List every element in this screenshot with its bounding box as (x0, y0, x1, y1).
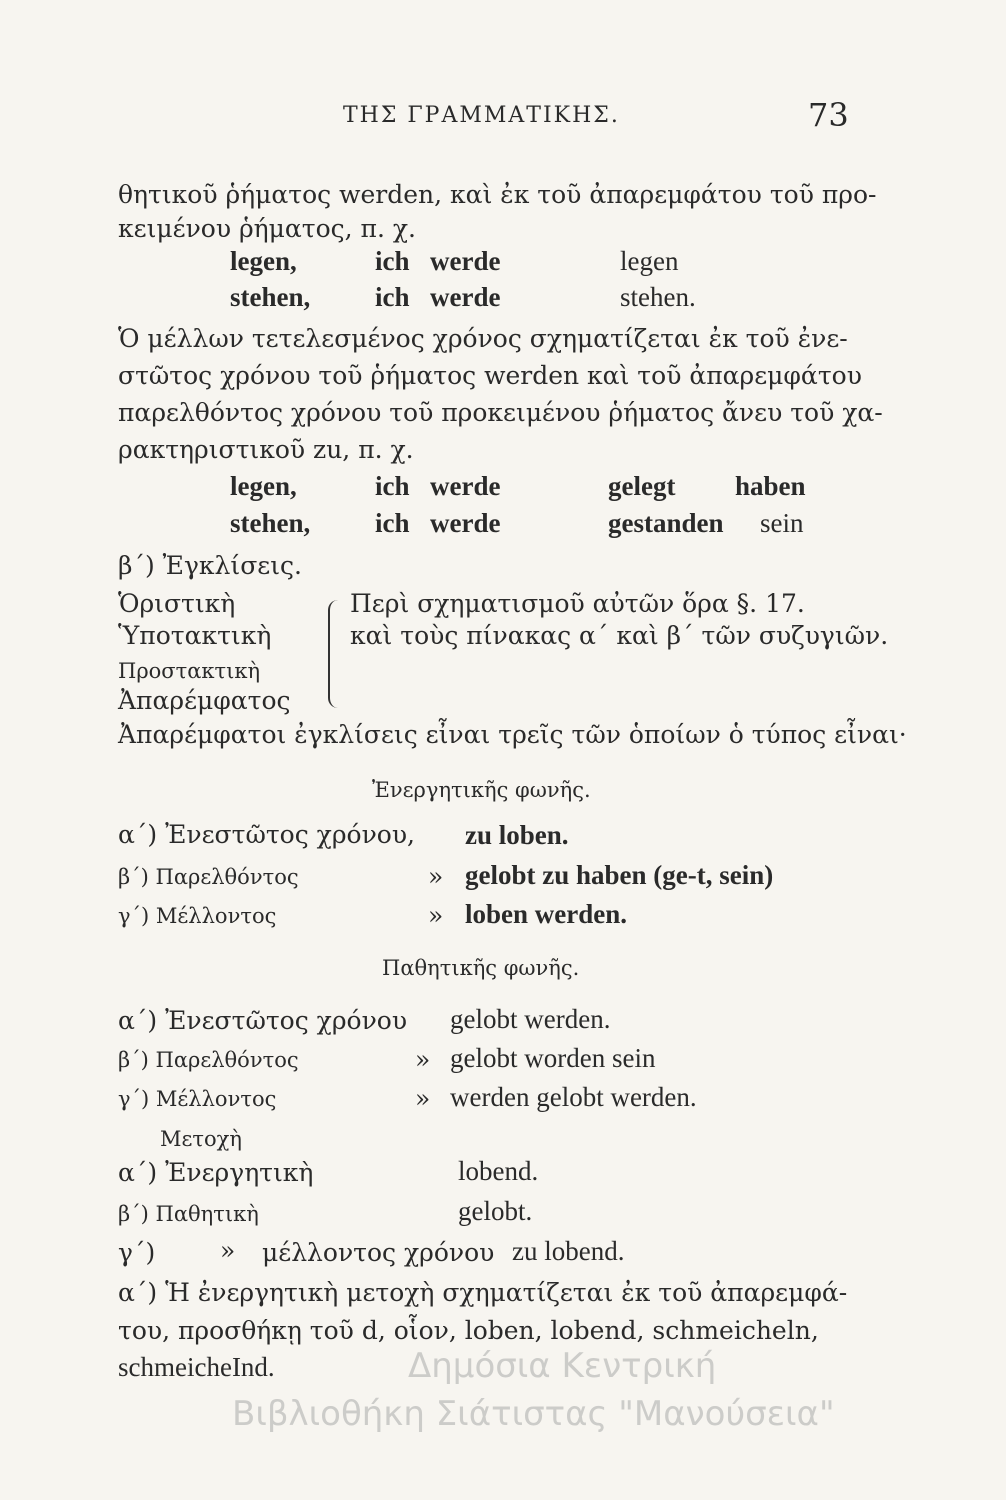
intro-line-2: κειμένου ῥήματος, π. χ. (118, 214, 416, 243)
intro-line-1: θητικοῦ ῥήματος werden, καὶ ἐκ τοῦ ἀπαρεμφάτου τοῦ προ- (118, 180, 877, 209)
participle-row-label: β΄) Παθητικὴ (118, 1202, 259, 1226)
mood-item: Ὑποτακτικὴ (118, 621, 272, 650)
infinitives-intro: Ἀπαρέμφατοι ἐγκλίσεις εἶναι τρεῖς τῶν ὁποίων ὁ τύπος εἶναι· (118, 720, 907, 749)
ditto-mark: » (428, 862, 444, 891)
fp-example-aux2: haben (735, 471, 806, 501)
participle-row-label: α΄) Ἐνεργητικὴ (118, 1158, 314, 1187)
fp-example-aux2: sein (760, 508, 804, 538)
example-verb: legen (620, 246, 679, 276)
active-row-form: zu loben. (465, 820, 569, 850)
closing-line-2: του, προσθήκῃ τοῦ d, οἷον, loben, lobend, schmeicheln, (118, 1316, 819, 1345)
mood-item: Προστακτικὴ (118, 659, 261, 683)
example-pron: ich (375, 246, 410, 276)
library-watermark-line-2: Βιβλιοθήκη Σιάτιστας "Μανούσεια" (232, 1394, 835, 1434)
fp-example-pron: ich (375, 471, 410, 501)
future-perfect-line-3: παρελθόντος χρόνου τοῦ προκειμένου ῥήματος ἄνευ τοῦ χα- (118, 398, 883, 427)
active-row-form: gelobt zu haben (ge-t, sein) (465, 860, 774, 890)
library-watermark-line-1: Δημόσια Κεντρική (408, 1346, 717, 1386)
closing-line-3: schmeicheInd. (118, 1352, 275, 1382)
fp-example-inf: legen, (230, 471, 297, 501)
participle-row-form: gelobt. (458, 1196, 533, 1226)
passive-row-label: α΄) Ἐνεστῶτος χρόνου (118, 1006, 408, 1035)
active-voice-heading: Ἐνεργητικῆς φωνῆς. (372, 778, 591, 802)
fp-example-aux: werde (430, 471, 501, 501)
example-aux: werde (430, 282, 501, 312)
passive-voice-heading: Παθητικῆς φωνῆς. (382, 956, 580, 980)
active-row-label: α΄) Ἐνεστῶτος χρόνου, (118, 820, 415, 849)
active-row-label: β΄) Παρελθόντος (118, 865, 299, 889)
fp-example-aux: werde (430, 508, 501, 538)
passive-row-form: gelobt worden sein (450, 1043, 656, 1073)
moods-note-line-1: Περὶ σχηματισμοῦ αὐτῶν ὅρα §. 17. (350, 589, 805, 618)
example-pron: ich (375, 282, 410, 312)
example-aux: werde (430, 246, 501, 276)
participle-future-label: γ΄) (118, 1238, 156, 1267)
closing-line-1: α΄) Ἡ ἐνεργητικὴ μετοχὴ σχηματίζεται ἐκ τοῦ ἀπαρεμφά- (118, 1278, 848, 1307)
mood-item: Ὁριστικὴ (118, 589, 236, 618)
passive-row-form: gelobt werden. (450, 1004, 611, 1034)
fp-example-pron: ich (375, 508, 410, 538)
fp-example-part: gestanden (608, 508, 724, 538)
example-inf: legen, (230, 246, 297, 276)
moods-note-line-2: καὶ τοὺς πίνακας α΄ καὶ β΄ τῶν συζυγιῶν. (350, 621, 889, 650)
participle-row-form: lobend. (458, 1156, 539, 1186)
example-inf: stehen, (230, 282, 311, 312)
ditto-mark: » (220, 1236, 236, 1265)
passive-row-label: γ΄) Μέλλοντος (118, 1087, 277, 1111)
ditto-mark: » (415, 1045, 431, 1074)
running-header: ΤΗΣ ΓΡΑΜΜΑΤΙΚΗΣ. (343, 103, 620, 128)
passive-row-form: werden gelobt werden. (450, 1082, 697, 1112)
active-row-label: γ΄) Μέλλοντος (118, 904, 277, 928)
ditto-mark: » (428, 901, 444, 930)
moods-heading: β΄) Ἐγκλίσεις. (118, 551, 302, 580)
example-verb: stehen. (620, 282, 696, 312)
ditto-mark: » (415, 1084, 431, 1113)
passive-row-label: β΄) Παρελθόντος (118, 1048, 299, 1072)
future-perfect-line-1: Ὁ μέλλων τετελεσμένος χρόνος σχηματίζεται ἐκ τοῦ ἐνε- (118, 324, 848, 353)
moods-brace (328, 600, 344, 708)
participle-heading: Μετοχὴ (160, 1127, 242, 1151)
page-number: 73 (808, 96, 849, 134)
fp-example-part: gelegt (608, 471, 676, 501)
participle-future-text: μέλλοντος χρόνου (262, 1238, 495, 1267)
mood-item: Ἀπαρέμφατος (118, 686, 291, 715)
future-perfect-line-2: στῶτος χρόνου τοῦ ῥήματος werden καὶ τοῦ ἀπαρεμφάτου (118, 361, 862, 390)
participle-future-form: zu lobend. (512, 1236, 625, 1266)
future-perfect-line-4: ρακτηριστικοῦ zu, π. χ. (118, 435, 414, 464)
active-row-form: loben werden. (465, 899, 627, 929)
fp-example-inf: stehen, (230, 508, 311, 538)
